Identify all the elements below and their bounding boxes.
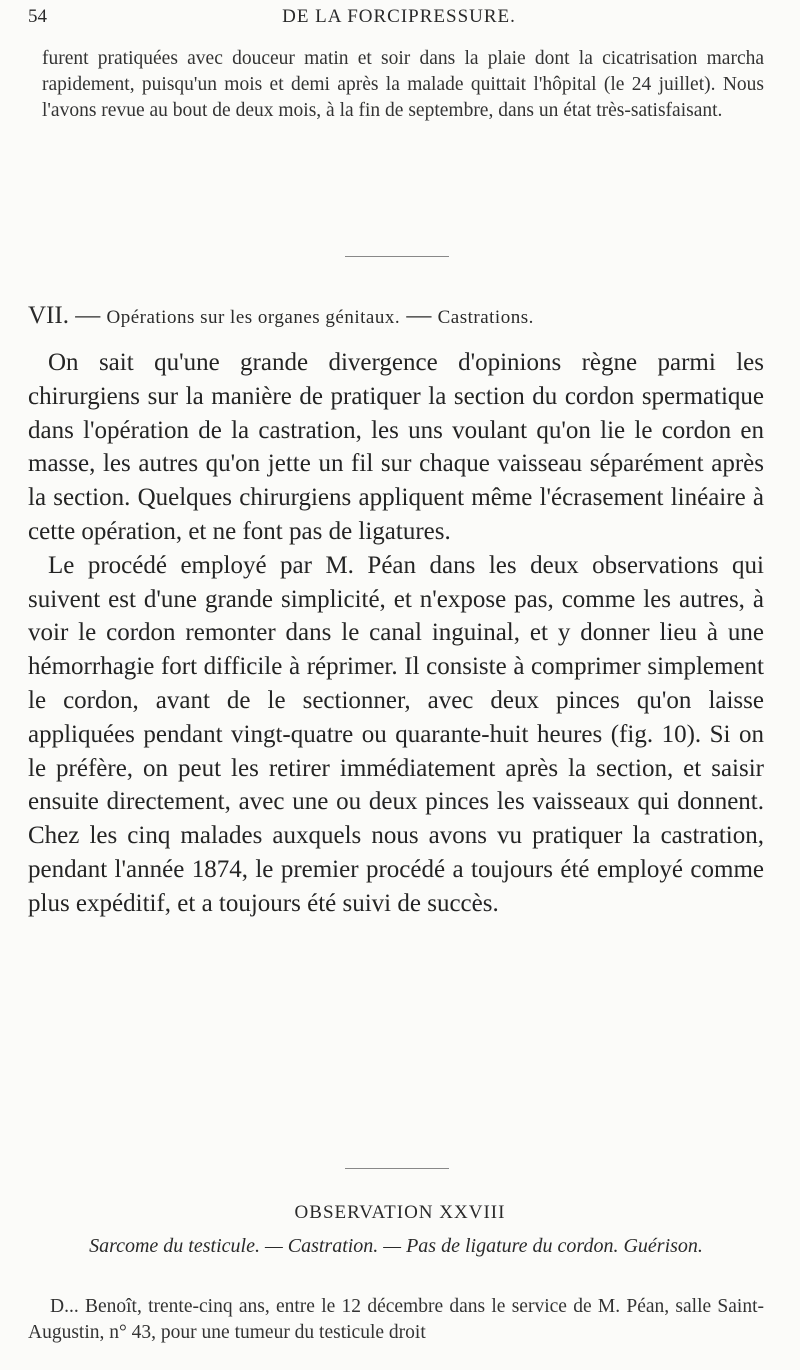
body-text xyxy=(28,346,764,921)
section-numeral: VII. xyxy=(28,302,69,329)
observation-title: OBSERVATION XXVIII xyxy=(294,1202,506,1223)
running-title: DE LA FORCIPRESSURE. xyxy=(282,6,516,27)
section-subtitle: Castrations. xyxy=(437,307,534,328)
intro-paragraph: furent pratiquées avec douceur matin et soir dans la plaie dont la cicatrisation marcha rapidement, puisqu'un mois et demi après la malade quittait l'hôpital (le 24 juillet). Nous l'avons revue au bout de deux mois, à la fin de septembre, dans un état très-satisfaisant. xyxy=(42,48,764,121)
observation-text: D... Benoît, trente-cinq ans, entre le 12 décembre dans le service de M. Péan, salle Saint-Augustin, n° 43, pour une tumeur du testicule droit xyxy=(28,1296,764,1343)
separator-rule-top xyxy=(345,256,449,257)
paragraph: Le procédé employé par M. Péan dans les deux observations qui suivent est d'une grande simplicité, et n'expose pas, comme les autres, à voir le cordon remonter dans le canal inguinal, et y donner lieu à une hémorrhagie fort difficile à réprimer. Il consiste à comprimer simplement le cordon, avant de le sectionner, avec deux pinces qu'on laisse appliquées pendant vingt-quatre ou quarante-huit heures (fig. 10). Si on le préfère, on peut les retirer immédiatement après la section, et saisir ensuite directement, avec une ou deux pinces les vaisseaux qui donnent. Chez les cinq malades auxquels nous avons vu pratiquer la castration, pendant l'année 1874, le premier procédé a toujours été employé comme plus expéditif, et a toujours été suivi de succès. xyxy=(28,551,764,917)
observation-subtitle: Sarcome du testicule. — Castration. — Pas de ligature du cordon. Guérison. xyxy=(89,1235,703,1257)
section-heading xyxy=(28,302,778,330)
page-number: 54 xyxy=(28,6,47,27)
section-title: Opérations sur les organes génitaux. xyxy=(106,307,401,328)
section-dash: — xyxy=(75,302,101,329)
section-dash: — xyxy=(406,302,432,329)
separator-rule-bottom xyxy=(345,1168,449,1169)
running-header xyxy=(28,6,770,36)
paragraph: On sait qu'une grande divergence d'opinions règne parmi les chirurgiens sur la manière de pratiquer la section du cordon spermatique dans l'opération de la castration, les uns voulant qu'on lie le cordon en masse, les autres qu'on jette un fil sur chaque vaisseau séparément après la section. Quelques chirurgiens appliquent même l'écrasement linéaire à cette opération, et ne font pas de ligatures. xyxy=(28,349,764,545)
